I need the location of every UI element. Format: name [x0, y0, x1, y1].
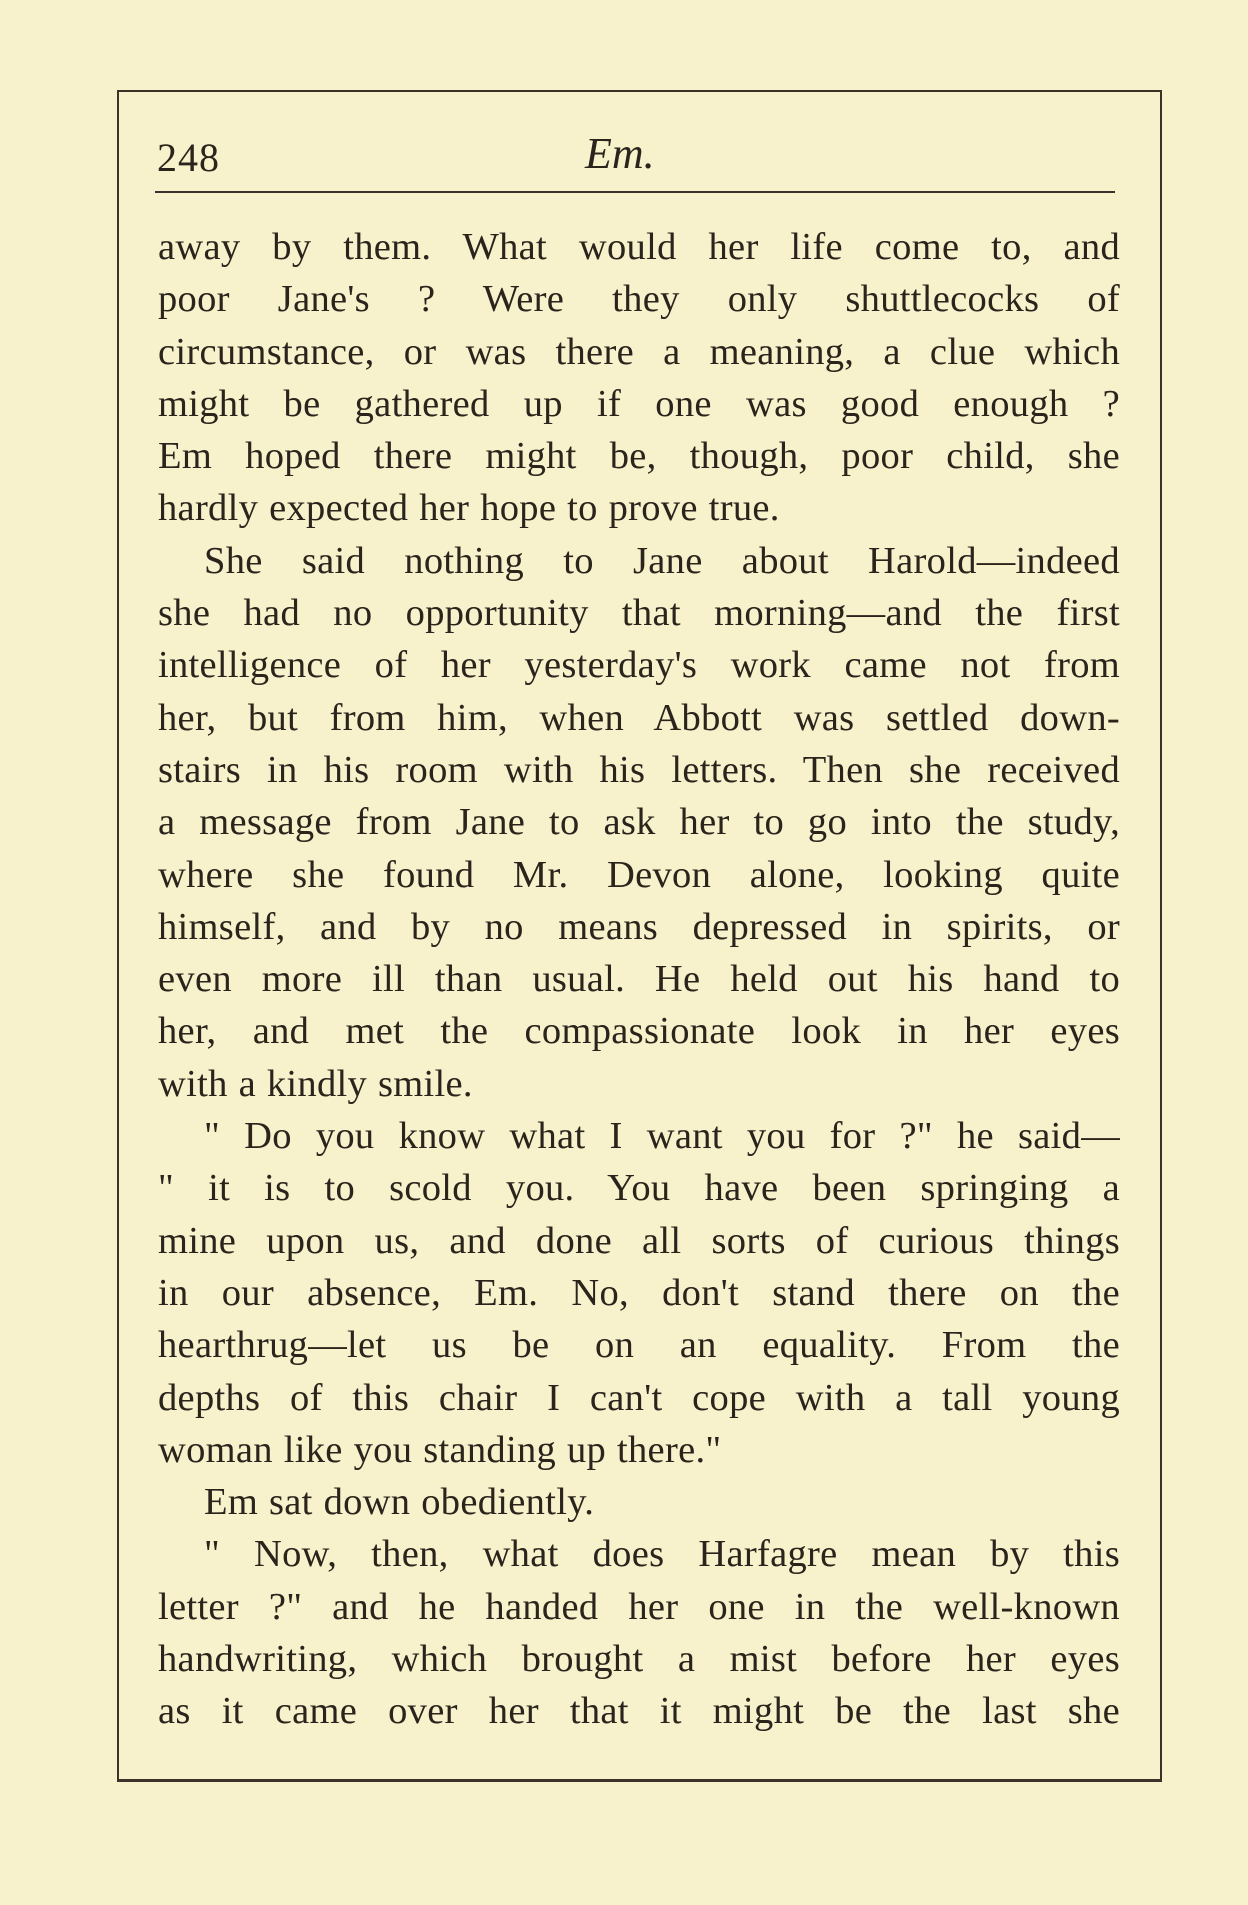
- text-line: woman like you standing up there.": [158, 1428, 722, 1471]
- text-line: as it came over her that it might be the last she: [158, 1690, 1120, 1733]
- text-line: depths of this chair I can't cope with a tall young: [158, 1376, 1120, 1419]
- header-rule: [155, 191, 1115, 193]
- text-line: handwriting, which brought a mist before her eyes: [158, 1638, 1120, 1681]
- text-line: Em sat down obediently.: [204, 1481, 595, 1524]
- running-title: Em.: [585, 129, 655, 178]
- text-line: a message from Jane to ask her to go into the study,: [158, 801, 1120, 844]
- text-line: might be gathered up if one was good enough ?: [158, 382, 1120, 425]
- text-line: with a kindly smile.: [158, 1062, 473, 1105]
- text-line: even more ill than usual. He held out his hand to: [158, 958, 1120, 1001]
- text-line: stairs in his room with his letters. Then she received: [158, 748, 1120, 791]
- body-text: [158, 221, 1120, 1738]
- page-number: 248: [157, 135, 220, 180]
- page-header: [155, 126, 1115, 186]
- text-line: mine upon us, and done all sorts of curious things: [158, 1219, 1120, 1262]
- text-line: " Now, then, what does Harfagre mean by this: [204, 1533, 1120, 1576]
- text-line: himself, and by no means depressed in spirits, or: [158, 905, 1120, 948]
- text-line: her, but from him, when Abbott was settled down-: [158, 696, 1120, 739]
- text-line: " Do you know what I want you for ?" he said—: [204, 1115, 1120, 1158]
- text-line: intelligence of her yesterday's work came not from: [158, 644, 1120, 687]
- text-line: in our absence, Em. No, don't stand there on the: [158, 1271, 1120, 1314]
- text-line: letter ?" and he handed her one in the well-known: [158, 1585, 1120, 1628]
- text-line: she had no opportunity that morning—and the first: [158, 592, 1120, 635]
- text-line: hardly expected her hope to prove true.: [158, 487, 780, 530]
- text-line: poor Jane's ? Were they only shuttlecocks of: [158, 278, 1120, 321]
- text-line: where she found Mr. Devon alone, looking quite: [158, 853, 1120, 896]
- text-line: She said nothing to Jane about Harold—indeed: [204, 539, 1120, 582]
- text-line: Em hoped there might be, though, poor child, she: [158, 435, 1120, 478]
- text-line: away by them. What would her life come to, and: [158, 226, 1120, 268]
- text-line: hearthrug—let us be on an equality. From the: [158, 1324, 1120, 1367]
- text-line: her, and met the compassionate look in her eyes: [158, 1010, 1120, 1053]
- text-line: " it is to scold you. You have been springing a: [158, 1167, 1120, 1210]
- text-line: circumstance, or was there a meaning, a clue which: [158, 330, 1120, 373]
